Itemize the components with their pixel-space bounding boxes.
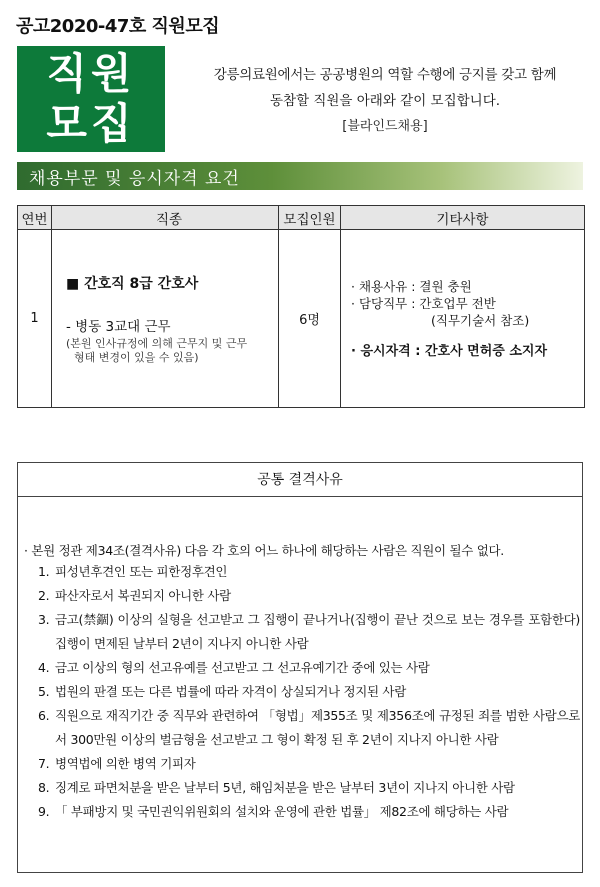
- list-item: 1. 피성년후견인 또는 피한정후견인: [38, 564, 228, 579]
- duty-reference: (직무기술서 참조): [431, 312, 530, 328]
- job-title: ■ 간호직 8급 간호사: [66, 275, 199, 292]
- work-note: [66, 337, 272, 365]
- header-no: 연번: [18, 206, 52, 230]
- section-title: 채용부문 및 응시자격 요건: [29, 169, 240, 189]
- disqualification-header: 공통 결격사유: [18, 463, 582, 497]
- table-row: [18, 230, 585, 408]
- intro-line-1: 강릉의료원에서는 공공병원의 역할 수행에 긍지를 갖고 함께: [213, 67, 557, 83]
- table-header-row: [18, 206, 585, 230]
- intro-line-2: 동참할 직원을 아래와 같이 모집합니다.: [269, 93, 501, 109]
- list-item: 8. 징계로 파면처분을 받은 날부터 5년, 해임처분을 받은 날부터 3년이 지나지 아니한 사람: [38, 780, 515, 795]
- logo-line-2: 모집: [46, 99, 136, 148]
- blind-recruitment-label: [블라인드채용]: [342, 119, 428, 134]
- cell-job-type: [52, 230, 279, 408]
- cell-no: 1: [18, 230, 52, 408]
- list-item: 3. 금고(禁錮) 이상의 실형을 선고받고 그 집행이 끝나거나(집행이 끝난 것으로 보는 경우를 포함한다) 집행이 면제된 날부터 2년이 지나지 아니한 사람: [38, 612, 580, 651]
- header-count: 모집인원: [279, 206, 341, 230]
- work-shift: - 병동 3교대 근무: [66, 318, 171, 335]
- qualification: · 응시자격 : 간호사 면허증 소지자: [351, 343, 548, 359]
- work-note-line-2: 형태 변경이 있을 수 있음): [74, 350, 199, 364]
- disqualification-lead: · 본원 정관 제34조(결격사유) 다음 각 호의 어느 하나에 해당하는 사람은 직원이 될수 없다.: [24, 543, 504, 558]
- section-banner: [17, 162, 583, 190]
- list-item: 7. 병역법에 의한 병역 기피자: [38, 756, 196, 771]
- disqualification-list: [38, 560, 580, 824]
- hiring-reason: · 채용사유 : 결원 충원: [351, 278, 472, 294]
- cell-count: 6명: [279, 230, 341, 408]
- header-job-type: 직종: [52, 206, 279, 230]
- work-note-line-1: (본원 인사규정에 의해 근무지 및 근무: [66, 336, 248, 350]
- list-item: 4. 금고 이상의 형의 선고유예를 선고받고 그 선고유예기간 중에 있는 사람: [38, 660, 430, 675]
- list-item: 2. 파산자로서 복권되지 아니한 사람: [38, 588, 231, 603]
- disqualification-box: [17, 462, 583, 873]
- notice-title: 공고2020-47호 직원모집: [16, 16, 220, 37]
- recruitment-logo: [17, 46, 165, 152]
- list-item: 5. 법원의 판결 또는 다른 법률에 따라 자격이 상실되거나 정지된 사람: [38, 684, 406, 699]
- logo-line-1: 직원: [46, 49, 136, 98]
- list-item: 6. 직원으로 재직기간 중 직무와 관련하여 「형법」제355조 및 제356조에 규정된 죄를 범한 사람으로서 300만원 이상의 벌금형을 선고받고 그 형이 확정 된 후 2년이 지나지 아니한 사람: [38, 708, 580, 747]
- intro-text: [175, 62, 595, 140]
- duty: · 담당직무 : 간호업무 전반: [351, 295, 496, 311]
- recruitment-table: [17, 205, 585, 408]
- header-etc: 기타사항: [341, 206, 585, 230]
- cell-etc: [341, 230, 585, 408]
- list-item: 9. 「 부패방지 및 국민권익위원회의 설치와 운영에 관한 법률」 제82조에 해당하는 사람: [38, 804, 509, 819]
